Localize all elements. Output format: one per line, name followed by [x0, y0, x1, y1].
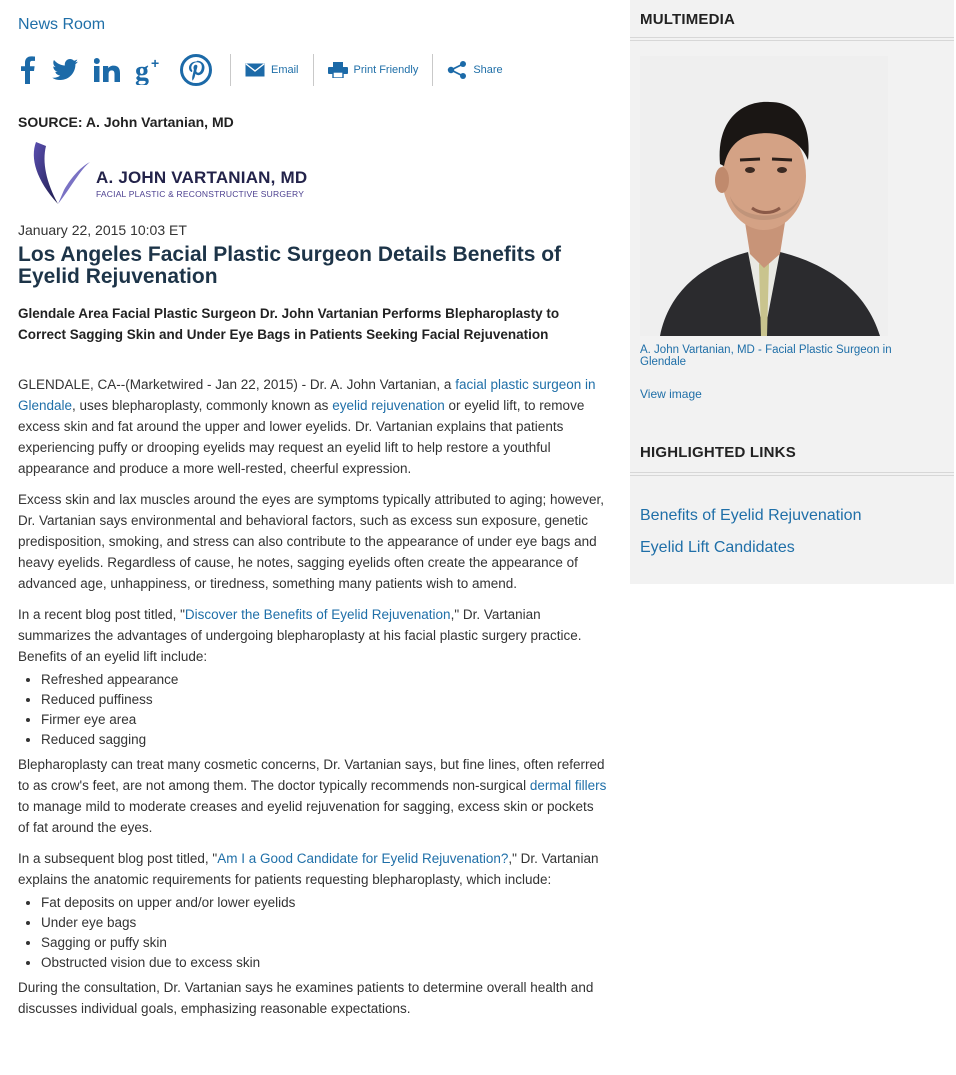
sidebar: [630, 0, 954, 584]
multimedia-heading: MULTIMEDIA: [640, 11, 736, 28]
share-divider: [432, 54, 433, 86]
paragraph-text: ," Dr. Vartanian summarizes the advantages of undergoing blepharoplasty at his facial plastic surgery practice. Benefits of an eyelid lift include:: [18, 607, 582, 664]
candidate-blog-link[interactable]: Am I a Good Candidate for Eyelid Rejuvenation?: [217, 851, 509, 866]
pinterest-icon[interactable]: [178, 52, 214, 88]
paragraph-text: ," Dr. Vartanian explains the anatomic requirements for patients requesting blepharoplasty, which include:: [18, 851, 599, 887]
publish-date: January 22, 2015 10:03 ET: [18, 222, 187, 238]
email-label: Email: [271, 64, 299, 76]
divider: [630, 472, 954, 476]
logo-mark-icon: [28, 140, 92, 208]
photo-caption[interactable]: A. John Vartanian, MD - Facial Plastic Surgeon in Glendale: [640, 344, 892, 368]
divider: [630, 37, 954, 41]
logo-name: A. JOHN VARTANIAN, MD: [96, 168, 308, 187]
print-button[interactable]: [328, 62, 419, 78]
list-item: • Firmer eye area: [41, 710, 608, 730]
list-item: • Fat deposits on upper and/or lower eyelids: [41, 893, 608, 913]
candidates-link[interactable]: Eyelid Lift Candidates: [640, 539, 795, 556]
dermal-fillers-link[interactable]: dermal fillers: [529, 778, 607, 793]
article-headline: Los Angeles Facial Plastic Surgeon Details Benefits of Eyelid Rejuvenation: [18, 243, 562, 288]
paragraph: [18, 848, 608, 890]
benefits-list: [41, 670, 608, 750]
share-label: Share: [473, 64, 503, 76]
newsroom-link[interactable]: News Room: [18, 16, 106, 33]
paragraph: Excess skin and lax muscles around the eyes are symptoms typically attributed to aging; however, Dr. Vartanian says environmental and behavioral factors, such as excess sun exposure, genetic predisposition, smoking, and stress can also contribute to the appearance of under eye bags and heavy eyelids. Regardless of cause, he notes, sagging eyelids often create the appearance of advanced age, unhappiness, or tiredness, something many patients wish to amend.: [18, 492, 605, 591]
svg-text:+: +: [151, 55, 160, 71]
paragraph-text: , uses blepharoplasty, commonly known as: [72, 398, 333, 413]
list-item: • Obstructed vision due to excess skin: [41, 953, 608, 973]
benefits-blog-link[interactable]: Discover the Benefits of Eyelid Rejuvenation: [184, 607, 451, 622]
printer-icon: [328, 62, 348, 78]
svg-text:g: g: [135, 56, 149, 85]
eyelid-rejuvenation-link[interactable]: eyelid rejuvenation: [332, 398, 445, 413]
google-plus-icon[interactable]: [134, 52, 166, 88]
requirements-list: [41, 893, 608, 973]
linkedin-icon[interactable]: [92, 52, 122, 88]
paragraph: During the consultation, Dr. Vartanian says he examines patients to determine overall health and discusses individual goals, emphasizing reasonable expectations.: [18, 980, 594, 1016]
facebook-icon[interactable]: [18, 52, 38, 88]
article-subheadline: Glendale Area Facial Plastic Surgeon Dr. John Vartanian Performs Blepharoplasty to Correct Sagging Skin and Under Eye Bags in Patients Seeking Facial Rejuvenation: [18, 306, 560, 342]
surgeon-photo[interactable]: [640, 56, 888, 336]
benefits-link[interactable]: Benefits of Eyelid Rejuvenation: [640, 507, 862, 524]
list-item: • Reduced sagging: [41, 730, 608, 750]
share-divider: [230, 54, 231, 86]
email-button[interactable]: [245, 63, 299, 77]
paragraph-text: In a recent blog post titled, ": [18, 607, 185, 622]
share-divider: [313, 54, 314, 86]
paragraph: [18, 374, 608, 479]
company-logo: [28, 140, 328, 208]
facial-plastic-surgeon-link[interactable]: facial plastic surgeon in Glendale: [18, 377, 596, 413]
paragraph-text: Blepharoplasty can treat many cosmetic concerns, Dr. Vartanian says, but fine lines, often referred to as crow's feet, are not among them. The doctor typically recommends non-surgical: [18, 757, 605, 793]
source-line: SOURCE: A. John Vartanian, MD: [18, 114, 234, 130]
paragraph: [18, 604, 608, 667]
list-item: • Refreshed appearance: [41, 670, 608, 690]
article-body: [18, 374, 608, 1029]
print-label: Print Friendly: [353, 64, 419, 76]
email-icon: [245, 63, 265, 77]
twitter-icon[interactable]: [50, 52, 80, 88]
share-button[interactable]: [447, 61, 502, 79]
paragraph-text: to manage mild to moderate creases and eyelid rejuvenation for sagging, excess skin or pockets of fat around the eyes.: [18, 799, 594, 835]
paragraph: [18, 754, 608, 838]
share-bar: [18, 52, 513, 88]
list-item: • Sagging or puffy skin: [41, 933, 608, 953]
list-item: • Under eye bags: [41, 913, 608, 933]
portrait-image: [640, 56, 888, 336]
share-icon: [447, 61, 467, 79]
paragraph-text: or eyelid lift, to remove excess skin and fat around the upper and lower eyelids. Dr. Vartanian explains that patients experiencing puffy or drooping eyelids may request an eyelid lift to help restore a youthful appearance and produce a more well-rested, cheerful expression.: [18, 398, 585, 476]
logo-subtitle: FACIAL PLASTIC & RECONSTRUCTIVE SURGERY: [96, 189, 305, 199]
view-image-link[interactable]: View image: [640, 387, 702, 401]
highlighted-links-heading: HIGHLIGHTED LINKS: [640, 444, 796, 461]
list-item: • Reduced puffiness: [41, 690, 608, 710]
paragraph-text: GLENDALE, CA--(Marketwired - Jan 22, 2015) - Dr. A. John Vartanian, a: [18, 377, 456, 392]
paragraph-text: In a subsequent blog post titled, ": [18, 851, 218, 866]
